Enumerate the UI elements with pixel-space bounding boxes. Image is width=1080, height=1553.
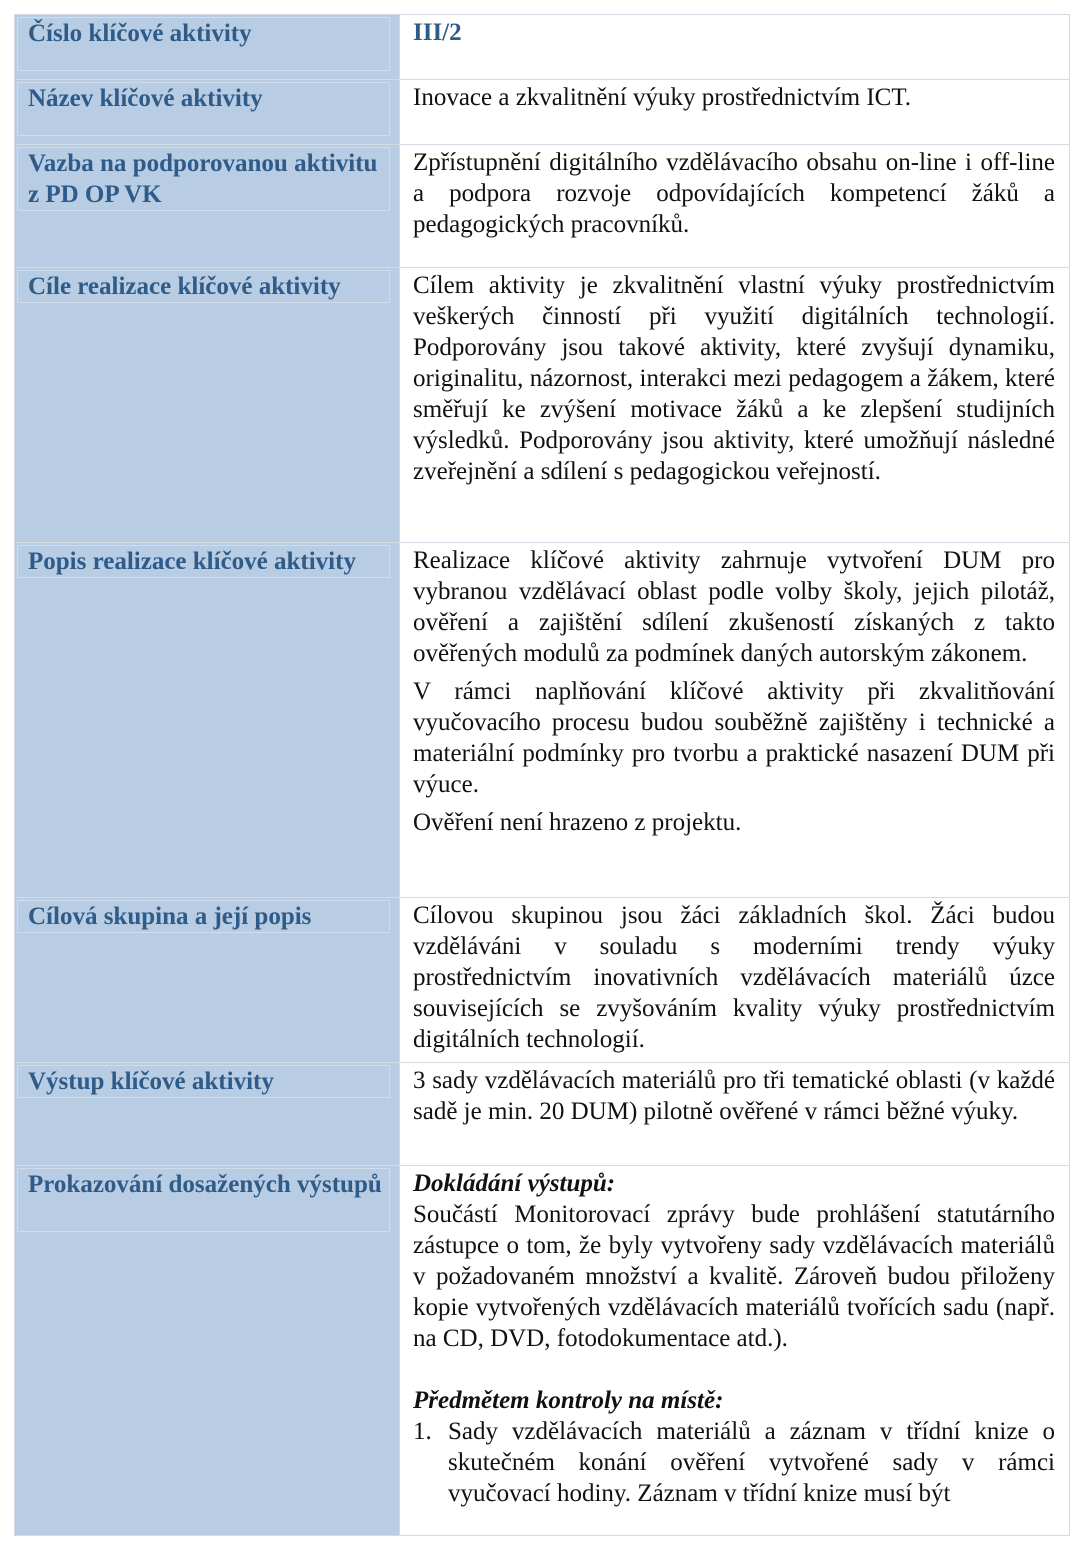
description-paragraph: V rámci naplňování klíčové aktivity při zkvalitňování vyučovacího procesu budou souběžně zajištěny i technické a materiální podmínky pro tvorbu a praktické nasazení DUM při výuce. <box>413 678 1055 798</box>
value-cell <box>400 898 1070 1063</box>
target-group: Cílovou skupinou jsou žáci základních škol. Žáci budou vzděláváni v souladu s moderními trendy výuky prostřednictvím inovativních vzdělávacích materiálů úzce souvisejících se zvyšováním kvality výuky prostřednictvím digitálních technologií. <box>413 902 1055 1053</box>
activity-number: III/2 <box>413 19 462 46</box>
row-label: Popis realizace klíčové aktivity <box>17 545 390 578</box>
label-cell <box>15 145 400 268</box>
table-row <box>15 145 1070 268</box>
key-activity-table <box>14 14 1070 1536</box>
label-cell <box>15 1166 400 1536</box>
activity-goals: Cílem aktivity je zkvalitnění vlastní výuky prostřednictvím veškerých činností při využití digitálních technologií. Podporovány jsou takové aktivity, které zvyšují dynamiku, originalitu, názornost, interakci mezi pedagogem a žákem, které směřují ke zvýšení motivace žáků a ke zlepšení studijních výsledků. Podporovány jsou aktivity, které umožňují následné zveřejnění a sdílení s pedagogickou veřejností. <box>413 272 1055 485</box>
table-row <box>15 268 1070 543</box>
section-heading: Předmětem kontroly na místě: <box>413 1387 724 1414</box>
label-cell <box>15 15 400 80</box>
row-label: Vazba na podporovanou aktivitu z PD OP VK <box>17 147 390 211</box>
proof-paragraph: Součástí Monitorovací zprávy bude prohlášení statutárního zástupce o tom, že byly vytvořeny sady vzdělávacích materiálů v požadovaném množství a kvalitě. Zároveň budou přiloženy kopie vytvořených vzdělávacích materiálů tvořících sadu (např. na CD, DVD, fotodokumentace atd.). <box>413 1201 1055 1352</box>
label-cell <box>15 898 400 1063</box>
table-row <box>15 898 1070 1063</box>
row-label: Prokazování dosažených výstupů <box>17 1168 390 1232</box>
value-cell <box>400 145 1070 268</box>
list-item <box>413 1416 1055 1509</box>
table-row <box>15 80 1070 145</box>
value-cell <box>400 1166 1070 1536</box>
table-row <box>15 543 1070 898</box>
section-heading: Dokládání výstupů: <box>413 1170 616 1197</box>
activity-name: Inovace a zkvalitnění výuky prostřednictvím ICT. <box>413 84 911 111</box>
row-label: Název klíčové aktivity <box>17 82 390 136</box>
list-number: 1. <box>413 1418 432 1445</box>
activity-link: Zpřístupnění digitálního vzdělávacího obsahu on-line i off-line a podpora rozvoje odpovídajících kompetencí žáků a pedagogických pracovníků. <box>413 149 1055 238</box>
label-cell <box>15 1063 400 1166</box>
list-text: Sady vzdělávacích materiálů a záznam v třídní knize o skutečném konání ověření vytvořené sady v rámci vyučovací hodiny. Záznam v třídní knize musí být <box>448 1418 1055 1507</box>
spacer <box>413 1354 1055 1385</box>
value-cell <box>400 1063 1070 1166</box>
value-cell <box>400 268 1070 543</box>
row-label: Výstup klíčové aktivity <box>17 1065 390 1098</box>
row-label: Cíle realizace klíčové aktivity <box>17 270 390 303</box>
activity-output: 3 sady vzdělávacích materiálů pro tři tematické oblasti (v každé sadě je min. 20 DUM) pilotně ověřené v rámci běžné výuky. <box>413 1067 1055 1125</box>
value-cell <box>400 543 1070 898</box>
label-cell <box>15 80 400 145</box>
row-label: Cílová skupina a její popis <box>17 900 390 933</box>
value-cell <box>400 15 1070 80</box>
label-cell <box>15 268 400 543</box>
description-paragraph: Ověření není hrazeno z projektu. <box>413 809 742 836</box>
row-label: Číslo klíčové aktivity <box>17 17 390 71</box>
check-list <box>413 1416 1055 1509</box>
value-cell <box>400 80 1070 145</box>
description-paragraph: Realizace klíčové aktivity zahrnuje vytvoření DUM pro vybranou vzdělávací oblast podle volby školy, jejich pilotáž, ověření a zajištění sdílení zkušeností získaných z takto ověřených modulů za podmínek daných autorským zákonem. <box>413 547 1055 667</box>
label-cell <box>15 543 400 898</box>
table-row <box>15 1166 1070 1536</box>
table-row <box>15 15 1070 80</box>
table-row <box>15 1063 1070 1166</box>
